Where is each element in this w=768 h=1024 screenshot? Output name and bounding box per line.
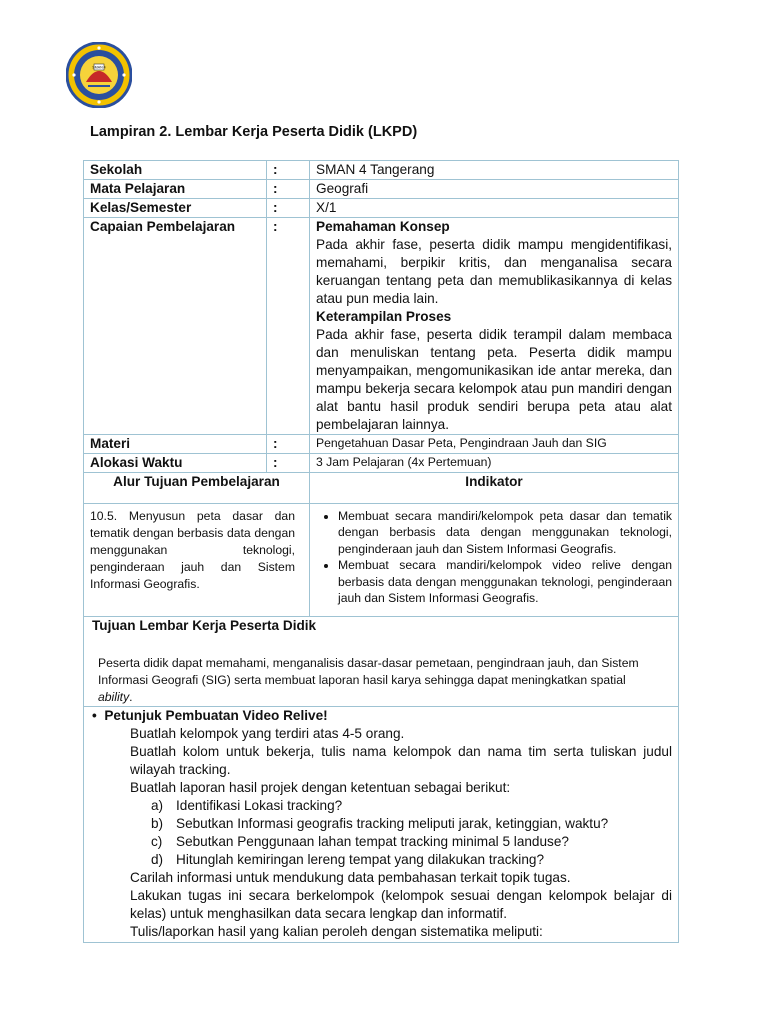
petunjuk-heading-line (90, 707, 672, 725)
petunjuk-line: Lakukan tugas ini secara berkelompok (kelompok sesuai dengan kelompok belajar di kelas) untuk menghasilkan data secara lengkap dan informatif. (130, 888, 672, 921)
subitem-marker: c) (151, 834, 163, 849)
info-colon: : (267, 435, 310, 454)
subitem-text: Hitunglah kemiringan lereng tempat yang dilakukan tracking? (176, 852, 545, 867)
info-colon: : (267, 199, 310, 218)
tujuan-text: Peserta didik dapat memahami, menganalisis dasar-dasar pemetaan, pengindraan jauh, dan Sistem Informasi Geografi (SIG) serta membuat laporan hasil karya sehingga dapat meningkatkan spatial (98, 656, 639, 687)
indikator-header: Indikator (310, 473, 679, 504)
capaian-paragraph-2: Pada akhir fase, peserta didik terampil dalam membaca dan menuliskan tentang peta. Peserta didik mampu menyampaikan, mengomunikasikan ide antar mereka, dan mampu bekerja secara kelompok atau pun mandiri dengan alat bantu hasil produk sendiri berupa peta atau alat pembelajaran lainnya. (316, 327, 672, 432)
petunjuk-line: Buatlah kolom untuk bekerja, tulis nama kelompok dan nama tim serta tuliskan judul wilayah tracking. (130, 744, 672, 777)
indikator-list (316, 508, 672, 606)
subitem-marker: d) (151, 852, 164, 867)
indikator-item: • Membuat secara mandiri/kelompok video relive dengan berbasis data dengan menggunakan teknologi, penginderaan jauh dan Sistem Informasi Geografis. (338, 557, 672, 606)
info-row-kelas-semester (84, 199, 679, 218)
info-label: Materi (84, 435, 267, 454)
info-label: Sekolah (84, 161, 267, 180)
petunjuk-line: Tulis/laporkan hasil yang kalian peroleh dengan sistematika meliputi: (130, 924, 543, 939)
info-value: Pengetahuan Dasar Peta, Pengindraan Jauh dan SIG (310, 435, 679, 454)
subitem-text: Sebutkan Penggunaan lahan tempat tracking minimal 5 landuse? (176, 834, 569, 849)
atp-header-row (84, 473, 679, 504)
petunjuk-sublist (90, 797, 672, 869)
info-row-sekolah (84, 161, 679, 180)
info-label: Mata Pelajaran (84, 180, 267, 199)
info-colon: : (267, 161, 310, 180)
petunjuk-line: Buatlah laporan hasil projek dengan ketentuan sebagai berikut: (130, 780, 511, 795)
subitem-text: Identifikasi Lokasi tracking? (176, 798, 343, 813)
tujuan-text-end: . (129, 690, 133, 704)
bullet: • (92, 708, 97, 723)
tujuan-row (84, 617, 679, 707)
petunjuk-row (84, 707, 679, 943)
logo-text: SMAN 4 (92, 65, 106, 70)
atp-text: 10.5. Menyusun peta dasar dan tematik dengan berbasis data dengan menggunakan teknologi, penginderaan jauh dan Sistem Informasi Geografis. (84, 504, 310, 617)
capaian-heading-1: Pemahaman Konsep (316, 219, 450, 234)
petunjuk-subitem (130, 797, 672, 815)
lkpd-table (83, 160, 679, 943)
tujuan-text-italic: ability (98, 690, 130, 704)
info-colon: : (267, 454, 310, 473)
info-value: Geografi (310, 180, 679, 199)
info-value: SMAN 4 Tangerang (310, 161, 679, 180)
info-label: Kelas/Semester (84, 199, 267, 218)
subitem-marker: b) (151, 816, 164, 831)
subitem-marker: a) (151, 798, 164, 813)
subitem-text: Sebutkan Informasi geografis tracking meliputi jarak, ketinggian, waktu? (176, 816, 609, 831)
petunjuk-heading: Petunjuk Pembuatan Video Relive! (104, 708, 328, 723)
info-colon: : (267, 218, 310, 435)
school-logo (66, 42, 132, 108)
atp-header: Alur Tujuan Pembelajaran (84, 473, 310, 504)
info-colon: : (267, 180, 310, 199)
info-value: X/1 (310, 199, 679, 218)
capaian-heading-2: Keterampilan Proses (316, 309, 452, 324)
info-label: Alokasi Waktu (84, 454, 267, 473)
atp-content-row (84, 504, 679, 617)
capaian-paragraph-1: Pada akhir fase, peserta didik mampu mengidentifikasi, memahami, berpikir kritis, dan menganalisa secara keruangan tentang peta dan memublikasikannya di kelas atau pun media lain. (316, 237, 672, 306)
document-title: Lampiran 2. Lembar Kerja Peserta Didik (LKPD) (90, 124, 418, 140)
info-row-materi (84, 435, 679, 454)
info-value: 3 Jam Pelajaran (4x Pertemuan) (310, 454, 679, 473)
info-label: Capaian Pembelajaran (84, 218, 267, 435)
info-row-alokasi (84, 454, 679, 473)
info-row-mata-pelajaran (84, 180, 679, 199)
petunjuk-subitem (130, 833, 672, 851)
petunjuk-subitem (130, 851, 672, 869)
tujuan-paragraph (90, 635, 672, 706)
petunjuk-line: Carilah informasi untuk mendukung data pembahasan terkait topik tugas. (130, 870, 571, 885)
petunjuk-subitem (130, 815, 672, 833)
petunjuk-line: Buatlah kelompok yang terdiri atas 4-5 orang. (130, 726, 405, 741)
tujuan-heading: Tujuan Lembar Kerja Peserta Didik (92, 618, 317, 633)
indikator-item: • Membuat secara mandiri/kelompok peta dasar dan tematik dengan berbasis data dengan menggunakan teknologi, penginderaan jauh dan Sistem Informasi Geografis. (338, 508, 672, 557)
info-row-capaian (84, 218, 679, 435)
